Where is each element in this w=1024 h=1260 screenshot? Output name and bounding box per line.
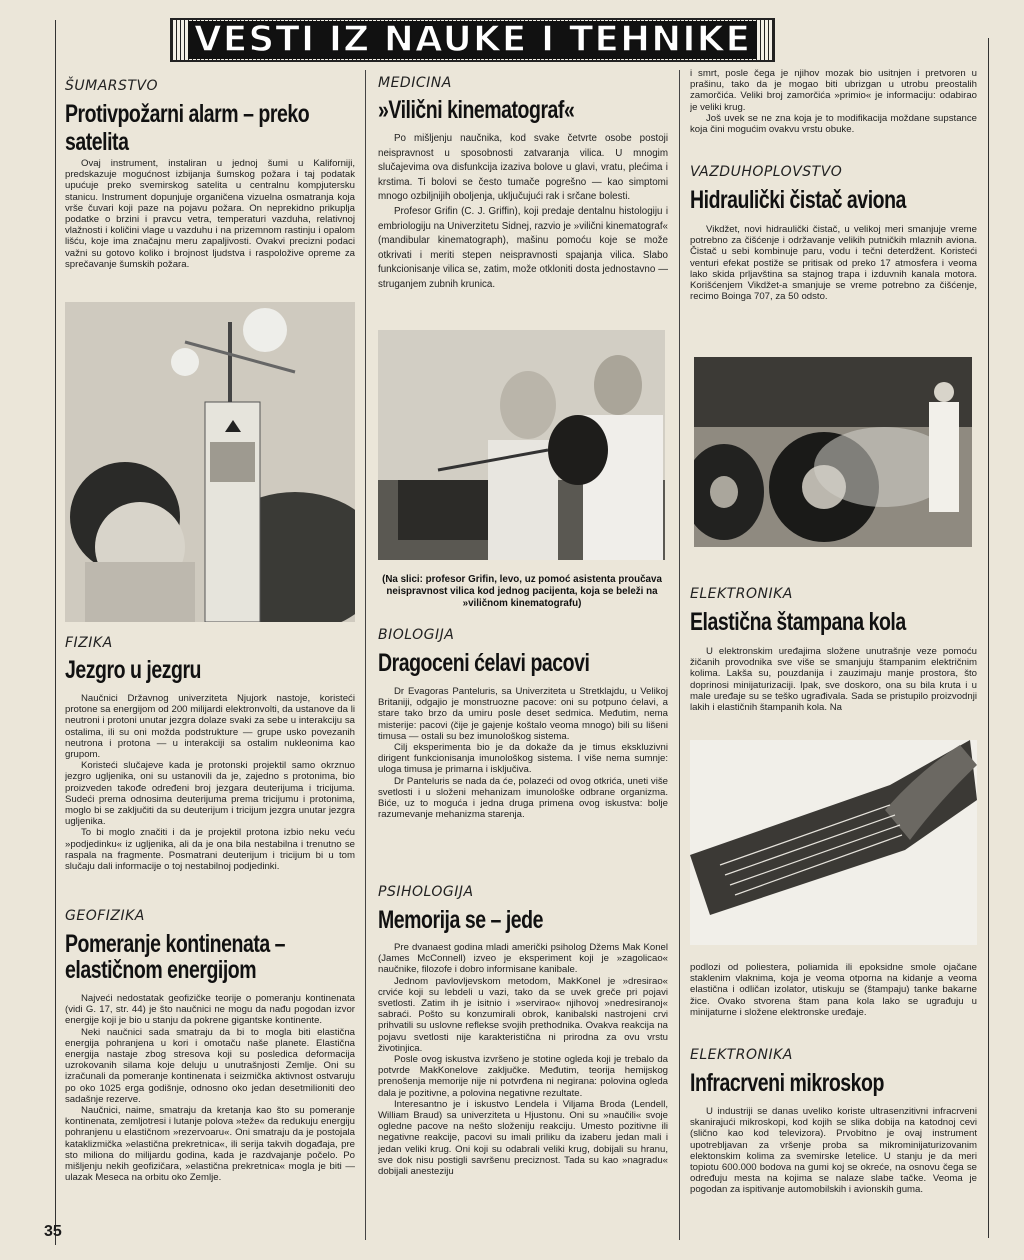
section-label: MEDICINA — [378, 75, 452, 91]
right-margin-rule — [988, 38, 989, 1238]
paragraph: Najveći nedostatak geofizičke teorije o pomeranju kontinenata (vidi G. 17, str. 44) je što naučnici ne mogu da nađu pogodan izvor energije koji je bio u stanju da pokrene gigantske kontinente. — [65, 993, 355, 1027]
paragraph: Još uvek se ne zna koja je to modifikacija moždane supstance koja čini mogućim ovakvu vrstu obuke. — [690, 112, 977, 136]
article-body — [378, 132, 668, 322]
column-divider — [365, 70, 366, 1240]
paragraph: Pre dvanaest godina mladi američki psiholog Džems Mak Konel (James McConnell) izveo je eksperiment koji je »zagolicao« naučnike, filozofe i dobro informisane kanibale. — [378, 942, 668, 976]
article-title: »Vilični kinematograf« — [378, 96, 575, 124]
paragraph: i smrt, posle čega je njihov mozak bio usitnjen i pretvoren u prašinu, tako da je mogao biti ubrizgan u utrobu preostalih zamorčića. Veliki broj zamorčića »primio« je informaciju: odabirao je veliki krug. — [690, 68, 977, 113]
paragraph: Naučnici Državnog univerziteta Njujork nastoje, koristeći protone sa energijom od 200 milijardi elektronvolti, da ustanove da li neutroni i protoni unutar jezgra dolaze svaki za sebe u interakciju sa ostalima, ili su oni možda podstrukture — grupe usko povezanih neutrona i protona — u interakciji sa ostalim nukleonima kao grupom. — [65, 693, 355, 761]
section-label: GEOFIZIKA — [65, 908, 145, 924]
article-title-line: Pomeranje kontinenata – — [65, 930, 286, 958]
paragraph: Koristeći slučajeve kada je protonski projektil samo okrznuo jezgro ugljenika, oni su ustanovili da je, zajedno s protonima, bio proizveden takođe određeni broj jezgara deuterijuma i tricijuma. Sudeći prema odnosima deuterijuma prema tricijumu i protonima, moglo bi se zaključiti da su deuterijum i tricijum jezgra unutar jezgra ugljenika. — [65, 760, 355, 828]
article-body — [65, 993, 355, 1215]
paragraph: Vikdžet, novi hidraulički čistač, u velikoj meri smanjuje vreme potrebno za čišćenje i održavanje velikih putničkih mlaznih aviona. Čistač u sebi kombinuje paru, vodu i tečni deterdžent. Koristeći venturi efekat postiže se pritisak od preko 17 atmosfera i veoma lako skida prljavština sa stajnog trapa i izduvnih kanala motora. Korišćenjem Vikdžet-a smanjuje se vreme potrebno za čišćenje, recimo Boinga 707, za 50 odsto. — [690, 224, 977, 303]
article-title: Jezgro u jezgru — [65, 656, 202, 684]
section-label: ELEKTRONIKA — [690, 586, 793, 602]
paragraph: U industriji se danas uveliko koriste ultrasenzitivni infracrveni skanirajući mikroskopi, kod kojih se slika dobija na katodnoj cevi (slično kao kod televizora). Prvobitno je ovaj instrument upotrebljavan za vršenje proba sa mikrominijaturizovanim elektonskim kolima za svemirske letelice. U stanju je da meri topiotu 600.000 bodova na gumi koj se okreće, na osnovu čega se određuju mesta na kojima se nalaze slabe tačke. Veoma je pogodan za ispitivanje automobilskih i avionskih guma. — [690, 1106, 977, 1196]
printed-circuit-photo — [690, 740, 977, 945]
article-title: Memorija se – jede — [378, 906, 543, 934]
photo-caption: (Na slici: profesor Grifin, levo, uz pomoć asistenta proučava neispravnost vilica kod jednog pacijenta, koja se beleži na »viličnom kinematografu) — [382, 574, 662, 609]
article-title: Hidraulički čistač aviona — [690, 186, 906, 214]
aircraft-cleaner-photo — [694, 357, 972, 547]
article-body-continued — [690, 962, 977, 1027]
section-label: ELEKTRONIKA — [690, 1047, 793, 1063]
section-label: ŠUMARSTVO — [65, 78, 159, 94]
article-body — [65, 693, 355, 900]
paragraph: Dr Panteluris se nada da će, polazeći od ovog otkrića, uneti više svetlosti i u složeni mehanizam imunološke odbrane organizma. Biće, uz to moguća i jedna druga primena ovog iskustva: bolje razumevanje mehanizma starenja. — [378, 775, 668, 821]
paragraph: Dr Evagoras Panteluris, sa Univerziteta u Stretklajdu, u Velikoj Britaniji, odgajio je monstruozne pacove: oni su potpuno ćelavi, a stare tako brzo da umiru posle deset sedmica. Međutim, nema misterije: pacovi (čije je gajenje koštalo veoma mnogo) bili su lišeni timusa — ostali su bez imunološkog sistema. — [378, 686, 668, 742]
paragraph: Interesantno je i iskustvo Lendela i Viljama Broda (Lendell, William Braud) sa univerziteta u Hjustonu. Oni su »naučili« svoje ogledne pacove na nešto složeniju reakciju. Umesto pozitivne ili negativne reakcije, pacovi su imali priliku da izaberu jedan mali i jedan veliki krug. Oni koji su odabrali veliki krug, dobijali su hranu, sve dok nisu postigli savršenu preciznost. Tada su kao »nagradu« dobijali anesteziju — [378, 1098, 668, 1178]
section-label: VAZDUHOPLOVSTVO — [690, 164, 843, 180]
paragraph: podlozi od poliestera, poliamida ili epoksidne smole ojačane staklenim vlaknima, koja je veoma otporna na kidanje a veoma elastična i odličan izolator, utiskuju se (štampaju) tanke bakarne žice. Ovako stvorena štam pana kola lako se ugrađuju u minijaturne i složene elektronske uređaje. — [690, 962, 977, 1018]
paragraph: Cilj eksperimenta bio je da dokaže da je timus ekskluzivni dirigent funkcionisanja imunološkog sistema. I više nema sumnje: uloga timusa je primarna i isključiva. — [378, 742, 668, 776]
section-label: BIOLOGIJA — [378, 627, 455, 643]
masthead-title: VESTI IZ NAUKE I TEHNIKE — [188, 21, 757, 59]
paragraph: Ovaj instrument, instaliran u jednoj šumi u Kaliforniji, predskazuje mogućnost izbijanja šumskog požara i taj podatak upućuje preko svemirskog satelita u centralnu kompjutersku stanicu. Instrument dopunjuje organičena vizuelna osmatranja koja vrše čuvari koji paze na pojavu požara. On neprekidno prikuplja podatke o brzini i pravcu vetra, temperaturi vazduha, relativnoj vlažnosti i količini vlage u vazduhu i na prizemnom rastinju i opalom lišću, koje ima značajnu meru zapaljivosti. Ovakvi precizni podaci važni su gotovo koliko i brojnost ljudstva i raspoložive opreme za sprečavanje šumskih požara. — [65, 158, 355, 270]
article-body — [690, 1106, 977, 1216]
article-body — [378, 942, 668, 1215]
kinematograph-photo — [378, 330, 665, 560]
column-divider — [679, 70, 680, 1240]
paragraph: U elektronskim uređajima složene unutrašnje veze pomoću žičanih provodnika sve više se smanjuju štampanim električnim kolima. Lakša su, pouzdanija i zauzimaju manje prostora, što doprinosi minijaturizaciji. Ipak, sve doskoro, ona su bila kruta i u male uređaje su se teško ugrađivala. Sada se pristupilo proizvodnji lakih i elastičnih štampanih kola. Na — [690, 646, 977, 714]
paragraph: Po mišljenju naučnika, kod svake četvrte osobe postoji neispravnost u sposobnosti zatvaranja vilica. U mnogim slučajevima ova disfunkcija izaziva bolove u glavi, vratu, plećima i krstima. Ti bolovi se često tumače pogrešno — kao simptomi mnogo ozbiljnijih oboljenja, uključujući rak i srčane bolesti. — [378, 133, 668, 203]
section-label: PSIHOLOGIJA — [378, 884, 474, 900]
article-title-line: elastičnom energijom — [65, 956, 257, 984]
article-body — [690, 646, 977, 726]
paragraph: To bi moglo značiti i da je projektil protona izbio neku veću »podjedinku« iz ugljenika, ali da je ona bila nestabilna i trenutno se raspala na fragmente. Posmatrani deuterijum i tricijum bi u tom slučaju dali informacije o toj nestabilnoj podjedinki. — [65, 827, 355, 873]
paragraph: Profesor Grifin (C. J. Griffin), koji predaje dentalnu histologiju i embriologiju na Univerzitetu Sidnej, razvio je »vilični kinematograf« (mandibular kinematograph), mašinu pomoću koje se može otkrivati i meriti stepen neispravnosti spajanja vilica. Slabo funkcionisanje vilica se, zatim, može otkloniti dosta jednostavno — struganjem zubnih krunica. — [378, 205, 668, 290]
page-number: 35 — [44, 1223, 62, 1240]
paragraph: Jednom pavlovljevskom metodom, MakKonel je »dresirao« crviće koji su lebdeli u vazi, tako da se uvek greče pri pojavi svetlosti. Zatim ih je isitnio i »servirao« njihovoj »nedresiranoj« sabraći. Pošto su konzumirali obrok, kanibalski nastrojeni crvi prihvatili su uslovne reflekse svojih prethodnika. Ovakva reakcija na pojavu svetlosti nije karakteristična ni prirodna za ovu vrstu životinjica. — [378, 975, 668, 1054]
paragraph: Naučnici, naime, smatraju da kretanja kao što su pomeranje kontinenata, zemljotresi i lutanje polova »teže« da redukuju energiju pohranjenu u elastičnom »rezervoaru«. Oni smatraju da je postojala kataklizmička »elastična prekretnica«, ili serija takvih događaja, pre sto miliona do milijardu godina, kada je razdvajanje počelo. Po mišljenju nekih geofizičara, »elastična prekretnica« mogla je biti — ulazak Meseca na orbitu oko Zemlje. — [65, 1105, 355, 1184]
article-title: Elastična štampana kola — [690, 608, 906, 636]
paragraph: Neki naučnici sada smatraju da bi to mogla biti elastična energija pohranjena u kori i omotaču naše planete. Elastična energija nastaje zbog stresova koji su posledica deformacija uzrokovanih silama koje deluju u unutrašnjosti Zemlje. Oni su izračunali da pomeranje kontinenata i seizmička aktivnost ostvaruju po oko 1025 erga godišnje, odnosno oko jedan desetmilioniti deo sadašnje rezerve. — [65, 1026, 355, 1105]
paragraph: Posle ovog iskustva izvršeno je stotine ogleda koji je trebalo da potvrde MakKonelove zaključke. Međutim, teorija hemijskog prenošenja memorije nije ni potvrđena ni negirana: polovina ogleda dala je pozitivne, a polovina negativne rezultate. — [378, 1054, 668, 1099]
section-label: FIZIKA — [65, 635, 113, 651]
article-body — [65, 158, 355, 293]
article-body — [378, 686, 668, 868]
masthead — [170, 18, 775, 62]
article-title: Infracrveni mikroskop — [690, 1069, 884, 1097]
article-body — [690, 224, 977, 324]
article-title: Dragoceni ćelavi pacovi — [378, 649, 590, 677]
article-title: Protivpožarni alarm – preko satelita — [65, 100, 310, 156]
weather-station-photo — [65, 302, 355, 622]
left-margin-rule — [55, 20, 56, 1245]
article-body-continued — [690, 68, 977, 148]
